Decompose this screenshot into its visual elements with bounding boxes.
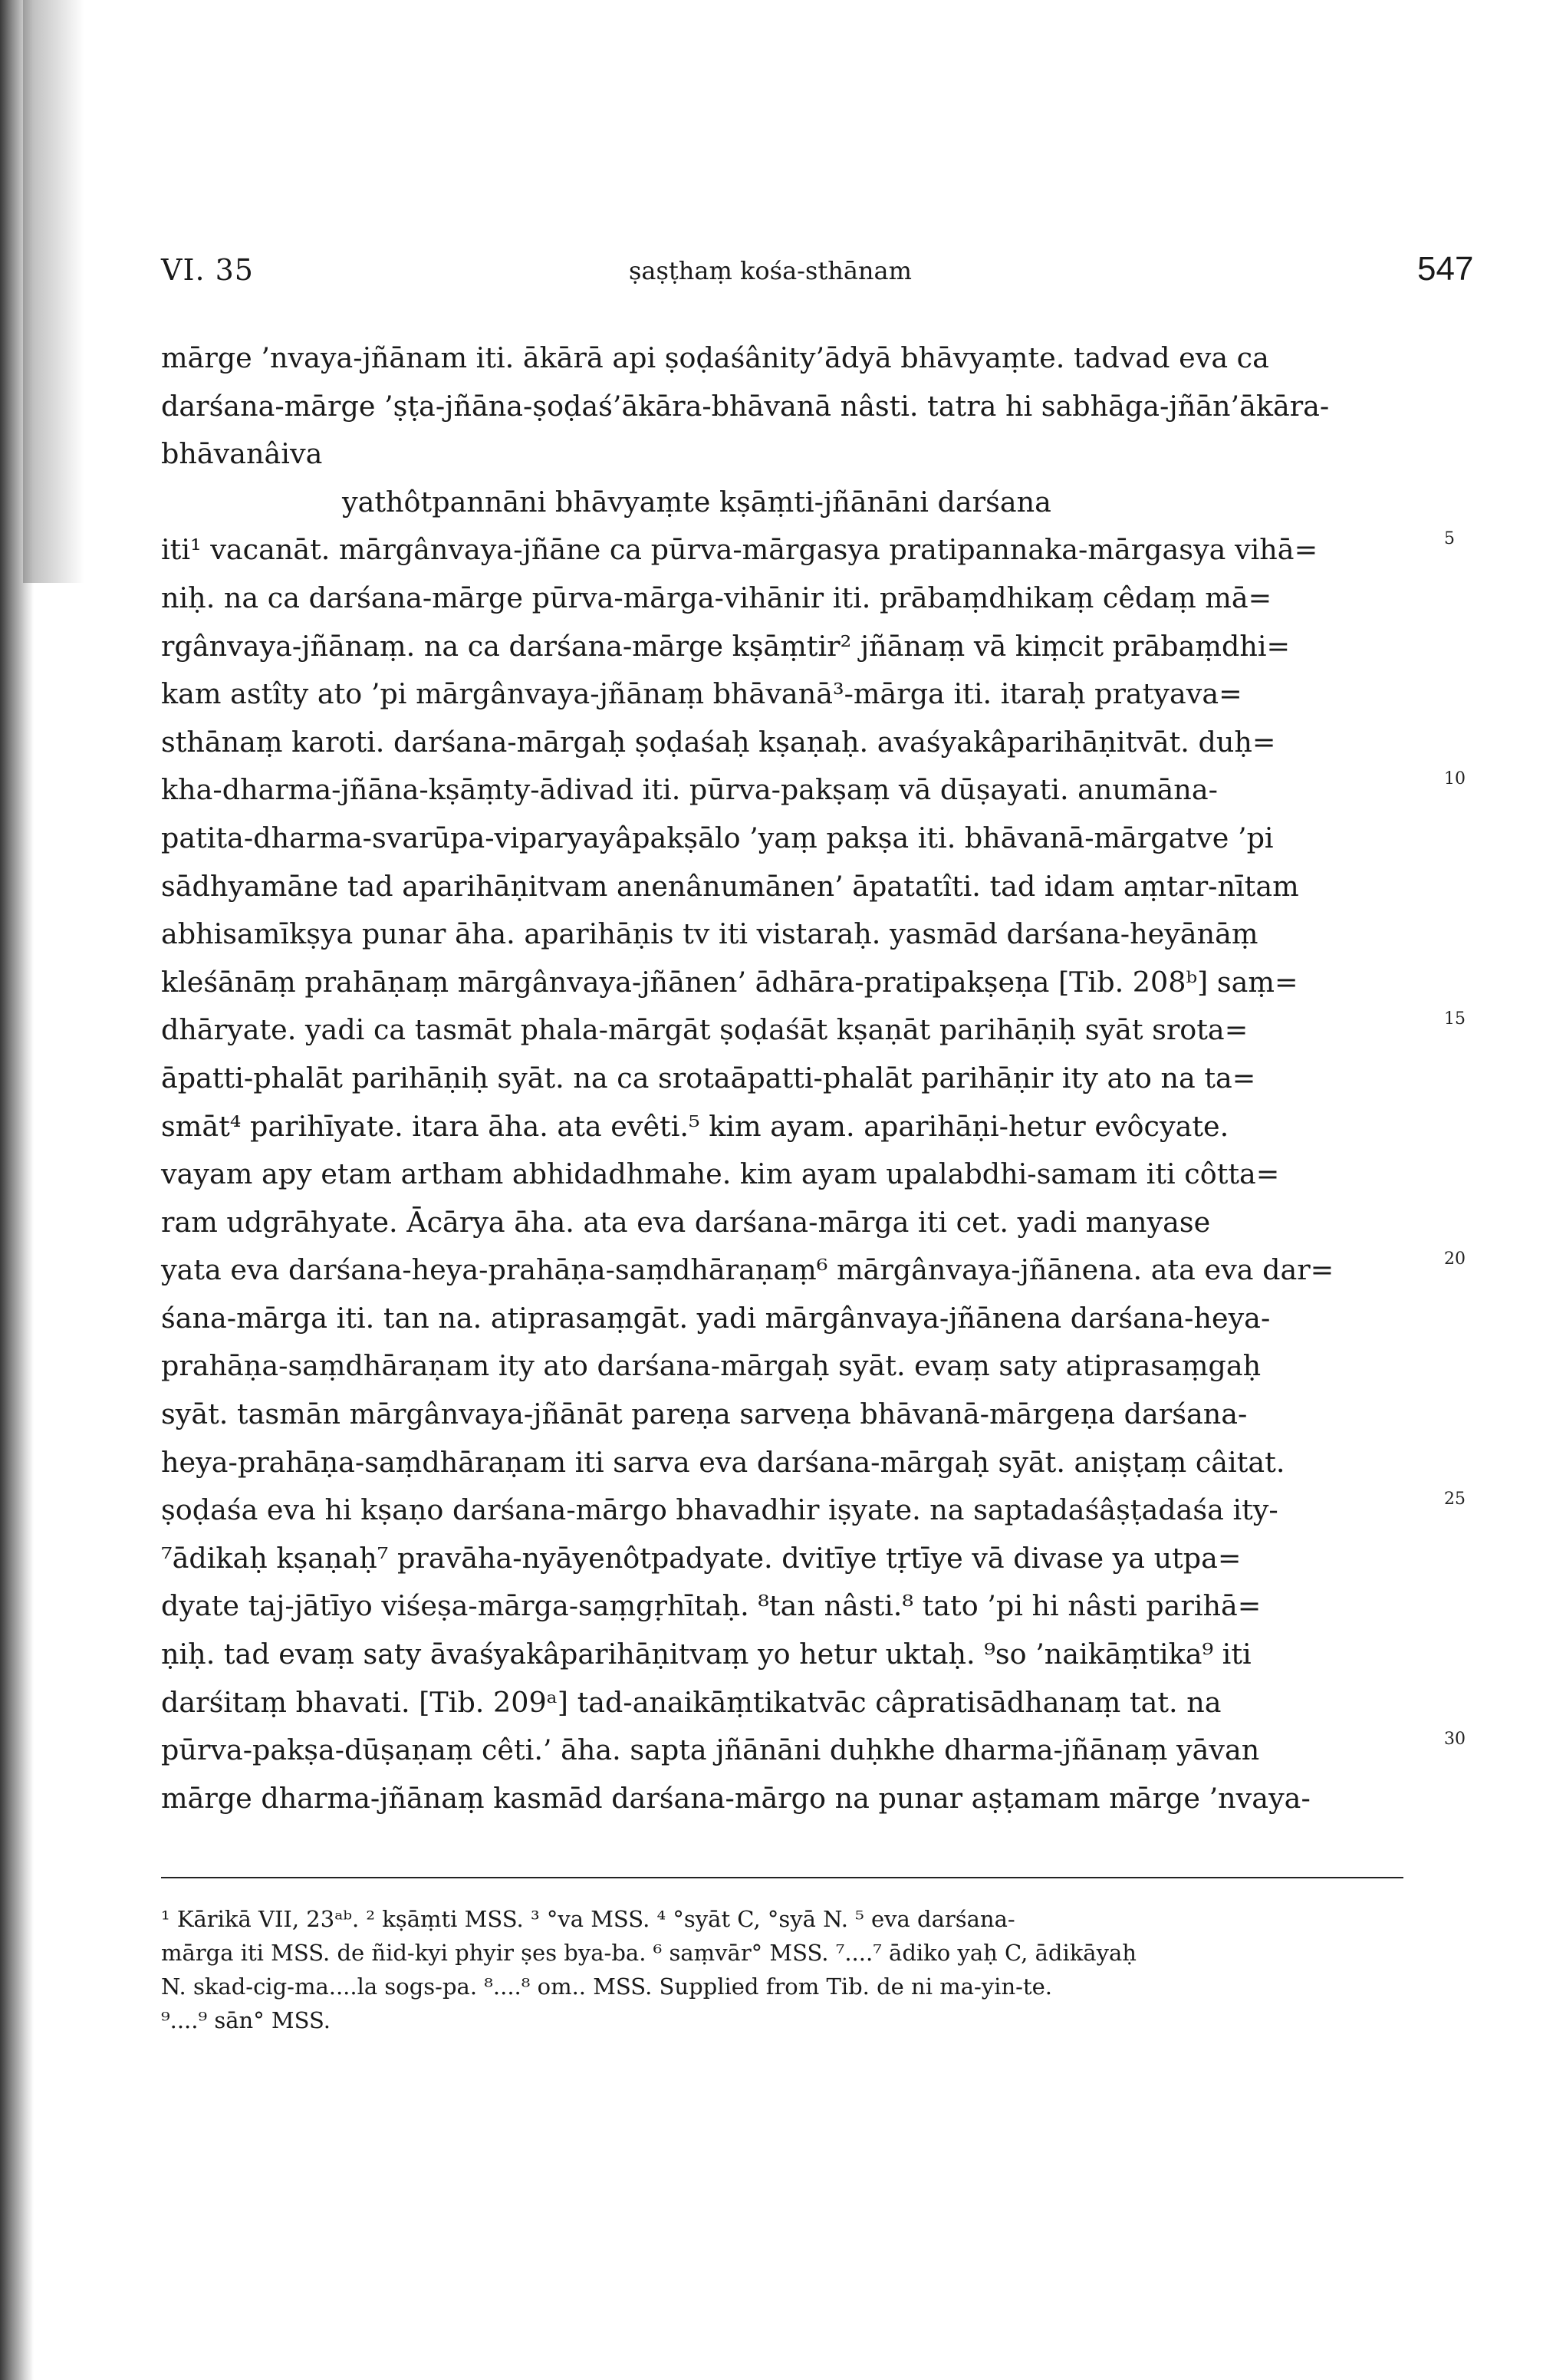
text-line (161, 1631, 1419, 1679)
line-number: 10 (1444, 769, 1466, 789)
text-line (161, 1582, 1419, 1631)
text-line (161, 383, 1419, 431)
text-line (161, 1342, 1419, 1391)
text-line (161, 574, 1419, 623)
footnote-line: N. skad-cig-ma....la sogs-pa. ⁸....⁸ om.. MSS. Supplied from Tib. de ni ma-yin-te. (161, 1973, 1052, 2000)
text-line (161, 1775, 1419, 1823)
line-text: prahāṇa-saṃdhāraṇam ity ato darśana-mārgaḥ syāt. evaṃ saty atiprasaṃgaḥ (161, 1349, 1262, 1383)
text-line (161, 623, 1419, 671)
line-number: 30 (1444, 1730, 1466, 1750)
line-text: āpatti-phalāt parihāṇiḥ syāt. na ca srotaāpatti-phalāt parihāṇir ity ato na ta= (161, 1061, 1256, 1095)
line-number: 15 (1444, 1009, 1466, 1029)
text-line (161, 526, 1455, 574)
line-text: sthānaṃ karoti. darśana-mārgaḥ ṣoḍaśaḥ kṣaṇaḥ. avaśyakâparihāṇitvāt. duḥ= (161, 725, 1276, 759)
text-line (161, 670, 1419, 719)
line-text: smāt⁴ parihīyate. itara āha. ata evêti.⁵ kim ayam. aparihāṇi-hetur evôcyate. (161, 1109, 1229, 1143)
line-text: patita-dharma-svarūpa-viparyayâpakṣālo ’yaṃ pakṣa iti. bhāvanā-mārgatve ’pi (161, 821, 1274, 854)
footnote-rule (161, 1877, 1403, 1878)
line-text: iti¹ vacanāt. mārgânvaya-jñāne ca pūrva-mārgasya pratipannaka-mārgasya vihā= (161, 533, 1318, 567)
text-line (161, 766, 1466, 815)
line-text: yata eva darśana-heya-prahāṇa-saṃdhāraṇaṃ⁶ mārgânvaya-jñānena. ata eva dar= (161, 1253, 1334, 1287)
chapter-reference: VI. 35 (161, 253, 254, 287)
line-text: mārge dharma-jñānaṃ kasmād darśana-mārgo na punar aṣṭamam mārge ’nvaya- (161, 1781, 1311, 1815)
line-text: kleśānāṃ prahāṇaṃ mārgânvaya-jñānen’ ādhāra-pratipakṣeṇa [Tib. 208ᵇ] saṃ= (161, 965, 1298, 999)
line-text: yathôtpannāni bhāvyaṃte kṣāṃti-jñānāni darśana (342, 485, 1051, 518)
text-line (161, 1150, 1419, 1199)
line-text: heya-prahāṇa-saṃdhāraṇam iti sarva eva darśana-mārgaḥ syāt. aniṣṭaṃ câitat. (161, 1445, 1285, 1479)
text-line (161, 1295, 1419, 1343)
line-text: niḥ. na ca darśana-mārge pūrva-mārga-vihānir iti. prābaṃdhikaṃ cêdaṃ mā= (161, 581, 1272, 614)
text-line (161, 1486, 1466, 1535)
footnote-line: mārga iti MSS. de ñid-kyi phyir ṣes bya-ba. ⁶ saṃvār° MSS. ⁷....⁷ ādiko yaḥ C, ādikāyaḥ (161, 1940, 1137, 1966)
line-number: 5 (1444, 529, 1455, 549)
line-text: dyate taj-jātīyo viśeṣa-mārga-saṃgṛhītaḥ. ⁸tan nâsti.⁸ tato ’pi hi nâsti parihā= (161, 1589, 1262, 1623)
footnote-line: ¹ Kārikā VII, 23ᵃᵇ. ² kṣāṃti MSS. ³ °va MSS. ⁴ °syāt C, °syā N. ⁵ eva darśana- (161, 1906, 1015, 1932)
running-title: ṣaṣṭhaṃ kośa-sthānam (629, 256, 912, 285)
footnote-line: ⁹....⁹ sān° MSS. (161, 2007, 331, 2033)
footnotes (161, 1902, 1419, 2037)
text-line (161, 1679, 1419, 1727)
text-line (161, 1727, 1466, 1775)
text-line (161, 1006, 1466, 1055)
text-line (161, 1246, 1466, 1295)
page-number: 547 (1417, 250, 1474, 288)
line-text: darśana-mārge ’ṣṭa-jñāna-ṣoḍaś’ākāra-bhāvanā nâsti. tatra hi sabhāga-jñān’ākāra- (161, 389, 1330, 423)
line-text: syāt. tasmān mārgânvaya-jñānāt pareṇa sarveṇa bhāvanā-mārgeṇa darśana- (161, 1397, 1248, 1431)
text-line (161, 959, 1419, 1007)
text-line (161, 1439, 1419, 1487)
line-text: mārge ’nvaya-jñānam iti. ākārā api ṣoḍaśânity’ādyā bhāvyaṃte. tadvad eva ca (161, 341, 1269, 374)
text-line (161, 815, 1419, 863)
line-text: kha-dharma-jñāna-kṣāṃty-ādivad iti. pūrva-pakṣaṃ vā dūṣayati. anumāna- (161, 773, 1218, 807)
line-text: kam astîty ato ’pi mārgânvaya-jñānaṃ bhāvanā³-mārga iti. itaraḥ pratyava= (161, 677, 1242, 711)
line-text: rgânvaya-jñānaṃ. na ca darśana-mārge kṣāṃtir² jñānaṃ vā kiṃcit prābaṃdhi= (161, 629, 1291, 663)
text-line (161, 1199, 1419, 1247)
line-number: 20 (1444, 1249, 1466, 1269)
text-line (161, 863, 1419, 911)
text-line (161, 910, 1419, 959)
line-text: pūrva-pakṣa-dūṣaṇaṃ cêti.’ āha. sapta jñānāni duḥkhe dharma-jñānaṃ yāvan (161, 1733, 1260, 1767)
line-number: 25 (1444, 1490, 1466, 1509)
line-text: sādhyamāne tad aparihāṇitvam anenânumānen’ āpatatîti. tad idam aṃtar-nītam (161, 869, 1299, 903)
line-text: vayam apy etam artham abhidadhmahe. kim ayam upalabdhi-samam iti côtta= (161, 1157, 1280, 1191)
line-text: abhisamīkṣya punar āha. aparihāṇis tv iti vistaraḥ. yasmād darśana-heyānāṃ (161, 917, 1258, 951)
text-line (161, 719, 1419, 767)
text-line (161, 1103, 1419, 1151)
running-head (0, 250, 1566, 299)
body-text (161, 334, 1466, 1822)
text-line (161, 430, 1419, 479)
line-text: śana-mārga iti. tan na. atiprasaṃgāt. yadi mārgânvaya-jñānena darśana-heya- (161, 1301, 1271, 1335)
text-line (161, 1535, 1419, 1583)
line-text: darśitaṃ bhavati. [Tib. 209ᵃ] tad-anaikāṃtikatvāc câpratisādhanaṃ tat. na (161, 1685, 1222, 1719)
line-text: dhāryate. yadi ca tasmāt phala-mārgāt ṣoḍaśāt kṣaṇāt parihāṇiḥ syāt srota= (161, 1013, 1249, 1047)
line-text: bhāvanâiva (161, 437, 323, 471)
line-text: ram udgrāhyate. Ācārya āha. ata eva darśana-mārga iti cet. yadi manyase (161, 1205, 1211, 1239)
line-text: ṣoḍaśa eva hi kṣaṇo darśana-mārgo bhavadhir iṣyate. na saptadaśâṣṭadaśa ity- (161, 1493, 1278, 1527)
text-line (161, 479, 1419, 527)
text-line (161, 334, 1419, 383)
line-text: ⁷ādikaḥ kṣaṇaḥ⁷ pravāha-nyāyenôtpadyate. dvitīye tṛtīye vā divase ya utpa= (161, 1541, 1242, 1575)
line-text: ṇiḥ. tad evaṃ saty āvaśyakâparihāṇitvaṃ yo hetur uktaḥ. ⁹so ’naikāṃtika⁹ iti (161, 1638, 1252, 1671)
text-line (161, 1391, 1419, 1439)
text-line (161, 1055, 1419, 1103)
